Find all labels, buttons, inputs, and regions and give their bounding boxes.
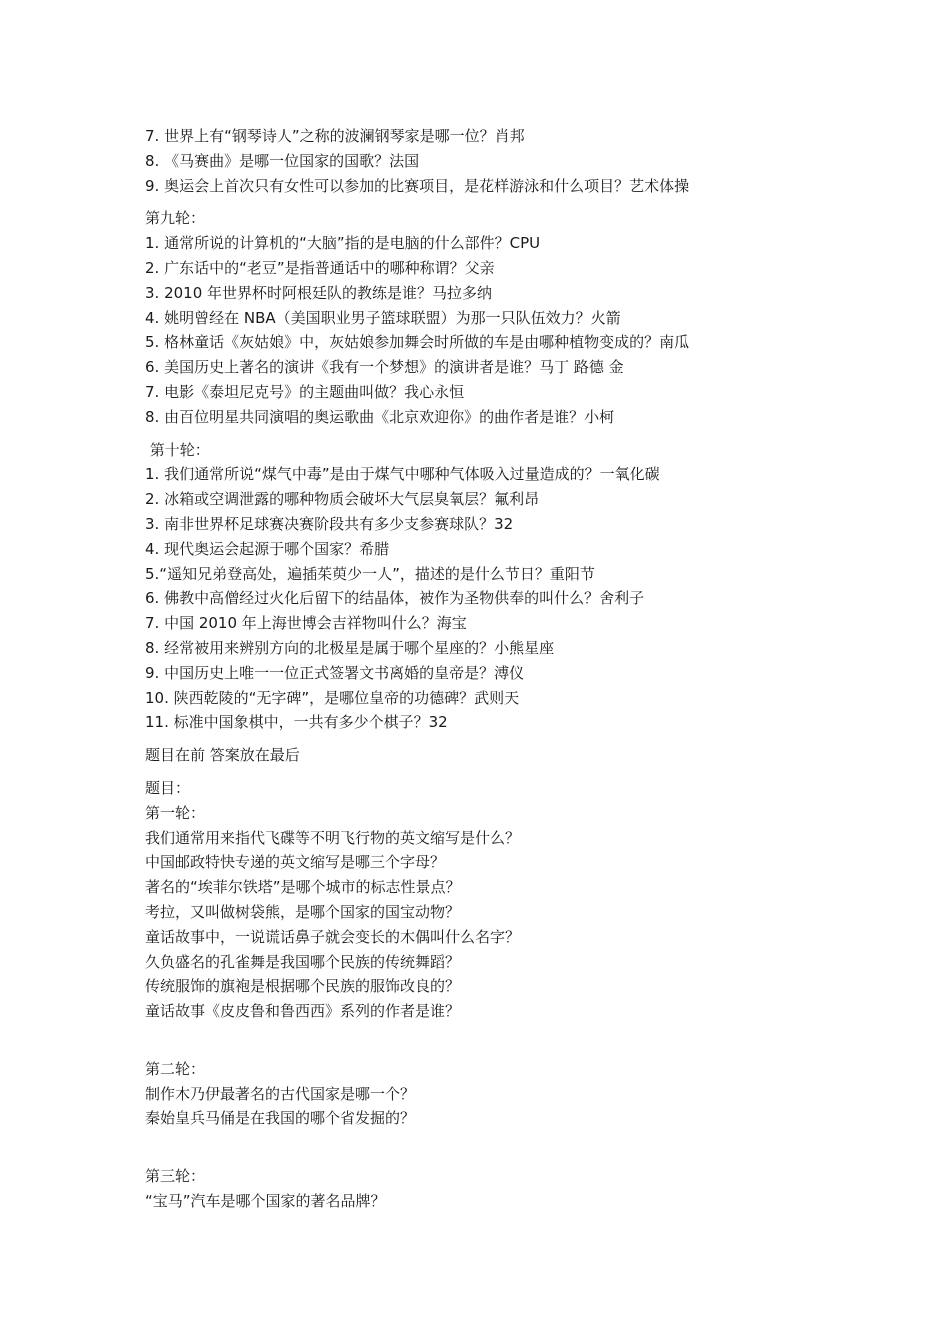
list-item: 6. 佛教中高僧经过火化后留下的结晶体，被作为圣物供奉的叫什么？舍利子	[145, 589, 645, 608]
list-item: 中国邮政特快专递的英文缩写是哪三个字母？	[145, 853, 446, 872]
prev-round-list	[145, 124, 905, 198]
list-item: 10. 陕西乾陵的“无字碑”，是哪位皇帝的功德碑？武则天	[145, 688, 520, 707]
list-item: 8. 经常被用来辨别方向的北极星是属于哪个星座的？小熊星座	[145, 638, 555, 657]
list-item: 8. 由百位明星共同演唱的奥运歌曲《北京欢迎你》的曲作者是谁？小柯	[145, 407, 615, 426]
round9-heading: 第九轮：	[145, 209, 206, 228]
q-round1-list	[145, 826, 905, 1024]
list-item: 7. 世界上有“钢琴诗人”之称的波澜钢琴家是哪一位？肖邦	[145, 127, 525, 145]
list-item: 我们通常用来指代飞碟等不明飞行物的英文缩写是什么？	[145, 828, 521, 847]
q-round1-heading: 第一轮：	[145, 803, 206, 822]
list-item: 著名的“埃菲尔铁塔”是哪个城市的标志性景点？	[145, 878, 461, 897]
list-item: “宝马”汽车是哪个国家的著名品牌？	[145, 1192, 386, 1211]
list-item: 4. 现代奥运会起源于哪个国家？希腊	[145, 539, 390, 558]
q-round3-list	[145, 1189, 905, 1214]
list-item: 1. 我们通常所说“煤气中毒”是由于煤气中哪种气体吸入过量造成的？一氧化碳	[145, 465, 660, 484]
list-item: 7. 电影《泰坦尼克号》的主题曲叫做？我心永恒	[145, 382, 465, 401]
layout-note: 题目在前 答案放在最后	[145, 746, 300, 765]
list-item: 3. 2010 年世界杯时阿根廷队的教练是谁？马拉多纳	[145, 283, 493, 302]
list-item: 9. 中国历史上唯一一位正式签署文书离婚的皇帝是？溥仪	[145, 663, 525, 682]
round10-heading: 第十轮：	[145, 440, 210, 459]
q-round3-heading: 第三轮：	[145, 1167, 206, 1186]
list-item: 11. 标准中国象棋中，一共有多少个棋子？32	[145, 713, 448, 732]
list-item: 传统服饰的旗袍是根据哪个民族的服饰改良的？	[145, 977, 461, 996]
list-item: 5. 格林童话《灰姑娘》中，灰姑娘参加舞会时所做的车是由哪种植物变成的？南瓜	[145, 333, 690, 352]
questions-heading: 题目：	[145, 778, 191, 797]
list-item: 童话故事《皮皮鲁和鲁西西》系列的作者是谁？	[145, 1002, 461, 1021]
list-item: 9. 奥运会上首次只有女性可以参加的比赛项目，是花样游泳和什么项目？艺术体操	[145, 176, 690, 195]
list-item: 制作木乃伊最著名的古代国家是哪一个？	[145, 1084, 416, 1103]
document-page	[145, 124, 905, 1214]
list-item: 5.“遥知兄弟登高处，遍插茱萸少一人”，描述的是什么节日？重阳节	[145, 564, 595, 583]
list-item: 2. 冰箱或空调泄露的哪种物质会破坏大气层臭氧层？氟利昂	[145, 490, 540, 509]
list-item: 童话故事中，一说谎话鼻子就会变长的木偶叫什么名字？	[145, 927, 521, 946]
round9-list	[145, 231, 905, 429]
list-item: 6. 美国历史上著名的演讲《我有一个梦想》的演讲者是谁？马丁 路德 金	[145, 358, 624, 377]
list-item: 3. 南非世界杯足球赛决赛阶段共有多少支参赛球队？32	[145, 514, 514, 533]
list-item: 2. 广东话中的“老豆”是指普通话中的哪种称谓？父亲	[145, 258, 495, 277]
round10-list	[145, 462, 905, 735]
list-item: 久负盛名的孔雀舞是我国哪个民族的传统舞蹈？	[145, 952, 461, 971]
list-item: 8. 《马赛曲》是哪一位国家的国歌？法国	[145, 151, 420, 170]
list-item: 4. 姚明曾经在 NBA（美国职业男子篮球联盟）为那一只队伍效力？火箭	[145, 308, 621, 327]
list-item: 1. 通常所说的计算机的“大脑”指的是电脑的什么部件？CPU	[145, 234, 541, 253]
list-item: 7. 中国 2010 年上海世博会吉祥物叫什么？海宝	[145, 614, 467, 633]
list-item: 考拉，又叫做树袋熊，是哪个国家的国宝动物？	[145, 902, 461, 921]
list-item: 秦始皇兵马俑是在我国的哪个省发掘的？	[145, 1109, 416, 1128]
q-round2-list	[145, 1082, 905, 1132]
q-round2-heading: 第二轮：	[145, 1059, 206, 1078]
